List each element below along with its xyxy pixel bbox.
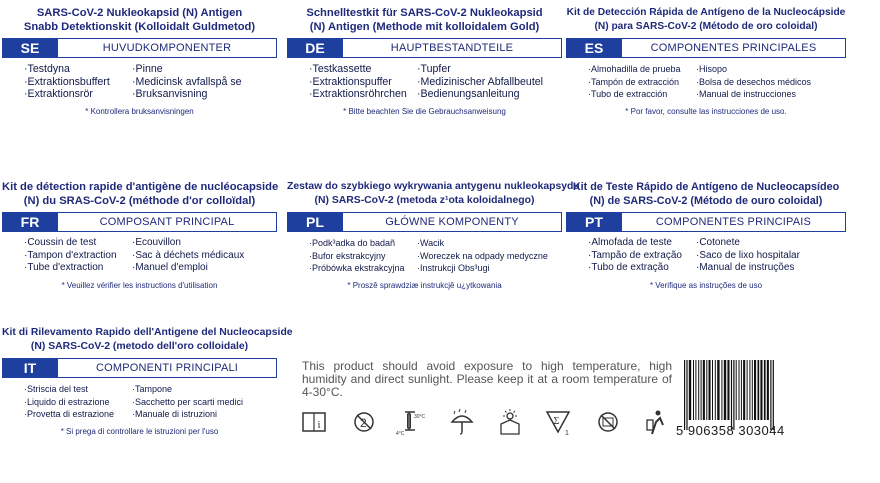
language-code: FR — [2, 212, 58, 232]
section-header — [2, 212, 277, 232]
list-item: ·Manuale di istruzioni — [132, 409, 218, 419]
list-item: ·Extraktionsrör — [24, 88, 93, 100]
language-code: IT — [2, 358, 58, 378]
language-code: ES — [566, 38, 622, 58]
language-code: DE — [287, 38, 343, 58]
keep-dry-icon — [448, 408, 476, 436]
list-item: ·Podk³adka do badañ — [309, 238, 396, 248]
section-label: COMPONENTES PRINCIPAIS — [622, 212, 846, 232]
temp-low-label: 4°C — [396, 431, 405, 437]
language-code: PL — [287, 212, 343, 232]
barcode-bar — [764, 360, 766, 420]
section-note: * Si prega di controllare le istruzioni per l'uso — [60, 426, 219, 436]
list-item: ·Pinne — [132, 63, 163, 75]
list-item: ·Testdyna — [24, 63, 70, 75]
section-header — [2, 358, 277, 378]
component-list — [309, 63, 562, 101]
list-item: ·Tubo de extração — [588, 262, 669, 273]
list-item: ·Almofada de teste — [588, 237, 672, 248]
section-header — [566, 212, 846, 232]
list-item: ·Tampone — [132, 384, 173, 394]
list-item: ·Sac à déchets médicaux — [132, 249, 245, 261]
do-not-reuse-icon — [350, 408, 378, 436]
barcode-bar — [749, 360, 750, 420]
barcode-bar — [736, 360, 737, 420]
list-item: ·Woreczek na odpady medyczne — [417, 250, 548, 261]
component-list — [24, 63, 277, 101]
section-pt — [566, 180, 846, 290]
section-title: (N) de SARS-CoV-2 (Método de ouro coloidal) — [589, 195, 823, 207]
section-title: Kit de Teste Rápido de Antígeno de Nucleocapsídeo — [572, 181, 840, 193]
barcode-bar — [693, 360, 694, 420]
barcode-bar — [709, 360, 711, 420]
list-item: ·Ecouvillon — [132, 237, 181, 248]
section-fr — [2, 180, 277, 290]
list-item: ·Bruksanvisning — [132, 88, 208, 100]
section-note: * Veuillez vérifier les instructions d'utilisation — [61, 280, 218, 290]
barcode-bar — [741, 360, 742, 420]
list-item: ·Manuel d'emploi — [132, 262, 208, 273]
barcode-bar — [703, 360, 705, 420]
barcode-bar — [754, 360, 756, 420]
list-item: ·Hisopo — [696, 64, 728, 74]
barcode-bar — [695, 360, 696, 420]
barcode-bar — [733, 360, 734, 430]
barcode-bar — [721, 360, 722, 420]
language-code: PT — [566, 212, 622, 232]
do-not-use-if-damaged-icon — [594, 408, 622, 436]
recycle-person-icon — [642, 408, 670, 436]
list-item: ·Extraktionsröhrchen — [309, 88, 407, 100]
barcode-bar — [760, 360, 762, 420]
barcode-bar — [689, 360, 691, 420]
symbol-row — [300, 408, 680, 440]
barcode-bar — [747, 360, 748, 420]
barcode-bar — [752, 360, 753, 420]
section-header — [2, 38, 277, 58]
list-item: ·Provetta di estrazione — [24, 409, 115, 419]
barcode-bar — [715, 360, 716, 420]
section-es — [566, 6, 846, 116]
barcode-bar — [731, 360, 732, 430]
list-item: ·Saco de lixo hospitalar — [696, 249, 800, 261]
section-title: Snabb Detektionskit (Kolloidalt Guldmetod) — [23, 21, 256, 33]
component-list — [24, 383, 277, 421]
section-header — [566, 38, 846, 58]
section-note: * Verifique as instruções de uso — [649, 280, 763, 290]
list-item: ·Medicinsk avfallspå se — [132, 75, 242, 88]
list-item: ·Extraktionsbuffert — [24, 75, 110, 88]
barcode-bar — [684, 360, 685, 430]
section-title: Kit de détection rapide d'antigène de nucléocapside — [2, 181, 279, 193]
section-label: HUVUDKOMPONENTER — [58, 38, 277, 58]
section-title: Schnelltestkit für SARS-CoV-2 Nukleokapsid — [306, 7, 543, 19]
list-item: ·Coussin de test — [24, 237, 97, 248]
list-item: ·Manual de instrucciones — [696, 89, 797, 99]
list-item: ·Tampon d'extraction — [24, 249, 117, 261]
barcode-digits: 5 906358 303044 — [676, 423, 785, 438]
contains-tests-icon — [544, 408, 572, 436]
barcode-bar — [770, 360, 771, 430]
section-title: (N) para SARS-CoV-2 (Método de oro coloidal) — [594, 21, 818, 32]
section-title: (N) SARS-CoV-2 (metoda z¹ota koloidalnego) — [314, 195, 535, 206]
barcode-bar — [727, 360, 729, 420]
barcode-bar — [686, 360, 687, 430]
component-list — [309, 237, 562, 275]
language-code: SE — [2, 38, 58, 58]
sigma-count: 1 — [565, 430, 569, 437]
section-title: Zestaw do szybkiego wykrywania antygenu nukleokapsydu — [287, 181, 580, 192]
section-label: COMPOSANT PRINCIPAL — [58, 212, 277, 232]
section-it — [2, 326, 293, 436]
barcode-bar — [717, 360, 719, 420]
list-item: ·Bufor ekstrakcyjny — [309, 250, 386, 261]
component-list — [24, 237, 277, 275]
section-title: Kit de Detección Rápida de Antígeno de la Nucleocápside — [566, 7, 846, 18]
component-list — [588, 63, 846, 101]
temperature-limit-icon — [396, 408, 424, 436]
barcode-bar — [712, 360, 713, 420]
list-item: ·Wacik — [417, 238, 445, 248]
section-label: COMPONENTES PRINCIPALES — [622, 38, 846, 58]
section-pl — [287, 180, 580, 290]
section-label: HAUPTBESTANDTEILE — [343, 38, 562, 58]
svg-text:i: i — [317, 419, 321, 431]
component-list — [588, 237, 846, 275]
section-title: (N) SARS-CoV-2 (metodo dell'oro colloidale) — [30, 341, 249, 352]
section-se — [2, 6, 277, 116]
list-item: ·Striscia del test — [24, 384, 89, 394]
section-note: * Kontrollera bruksanvisningen — [85, 106, 194, 116]
section-title: SARS-CoV-2 Nukleokapsid (N) Antigen — [36, 7, 243, 19]
list-item: ·Tubo de extracción — [588, 89, 668, 99]
book-info-icon — [300, 408, 328, 436]
section-note: * Bitte beachten Sie die Gebrauchsanweisung — [343, 106, 506, 116]
section-de — [287, 6, 562, 116]
barcode-bar — [743, 360, 745, 420]
list-item: ·Sacchetto per scarti medici — [132, 396, 244, 407]
temp-high-label: 30°C — [414, 414, 426, 420]
section-label: COMPONENTI PRINCIPALI — [58, 358, 277, 378]
keep-away-sunlight-icon — [496, 408, 524, 436]
list-item: ·Liquido di estrazione — [24, 396, 110, 407]
section-title: (N) du SRAS-CoV-2 (méthode d'or colloïdal) — [23, 195, 256, 207]
barcode-bar — [767, 360, 769, 420]
section-title: Kit di Rilevamento Rapido dell'Antigene del Nucleocapside — [2, 327, 293, 338]
list-item: ·Instrukcji Obs³ugi — [417, 263, 490, 273]
barcode-bar — [701, 360, 702, 420]
section-note: * Proszê sprawdziæ instrukcjê u¿ytkowania — [347, 280, 502, 290]
list-item: ·Tube d'extraction — [24, 262, 104, 273]
list-item: ·Testkassette — [309, 63, 372, 75]
list-item: ·Bolsa de desechos médicos — [696, 76, 812, 87]
svg-text:2: 2 — [360, 416, 367, 430]
list-item: ·Almohadilla de prueba — [588, 64, 681, 74]
svg-text:Σ: Σ — [553, 416, 560, 427]
barcode-bar — [698, 360, 699, 420]
list-item: ·Próbówka ekstrakcyjna — [309, 263, 405, 273]
list-item: ·Tampão de extração — [588, 249, 682, 261]
section-label: GŁÓWNE KOMPONENTY — [343, 212, 562, 232]
list-item: ·Extraktionspuffer — [309, 75, 392, 88]
barcode-bar — [739, 360, 740, 420]
barcode-bar — [724, 360, 726, 420]
list-item: ·Tupfer — [417, 63, 451, 75]
storage-notice: This product should avoid exposure to high temperature, high humidity and direct sunlight. Please keep it at a room temperature of 4-30°C. — [302, 359, 672, 399]
section-header — [287, 38, 562, 58]
section-title: (N) Antigen (Methode mit kolloidalem Gold) — [309, 21, 540, 33]
list-item: ·Manual de instruções — [696, 262, 795, 273]
section-note: * Por favor, consulte las instrucciones de uso. — [625, 106, 787, 116]
barcode-bar — [773, 360, 774, 430]
list-item: ·Medizinischer Abfallbeutel — [417, 75, 544, 88]
list-item: ·Tampón de extracción — [588, 76, 680, 87]
list-item: ·Cotonete — [696, 237, 740, 248]
barcode-bar — [758, 360, 760, 420]
section-header — [287, 212, 562, 232]
barcode-bar — [706, 360, 707, 420]
list-item: ·Bedienungsanleitung — [417, 88, 520, 100]
